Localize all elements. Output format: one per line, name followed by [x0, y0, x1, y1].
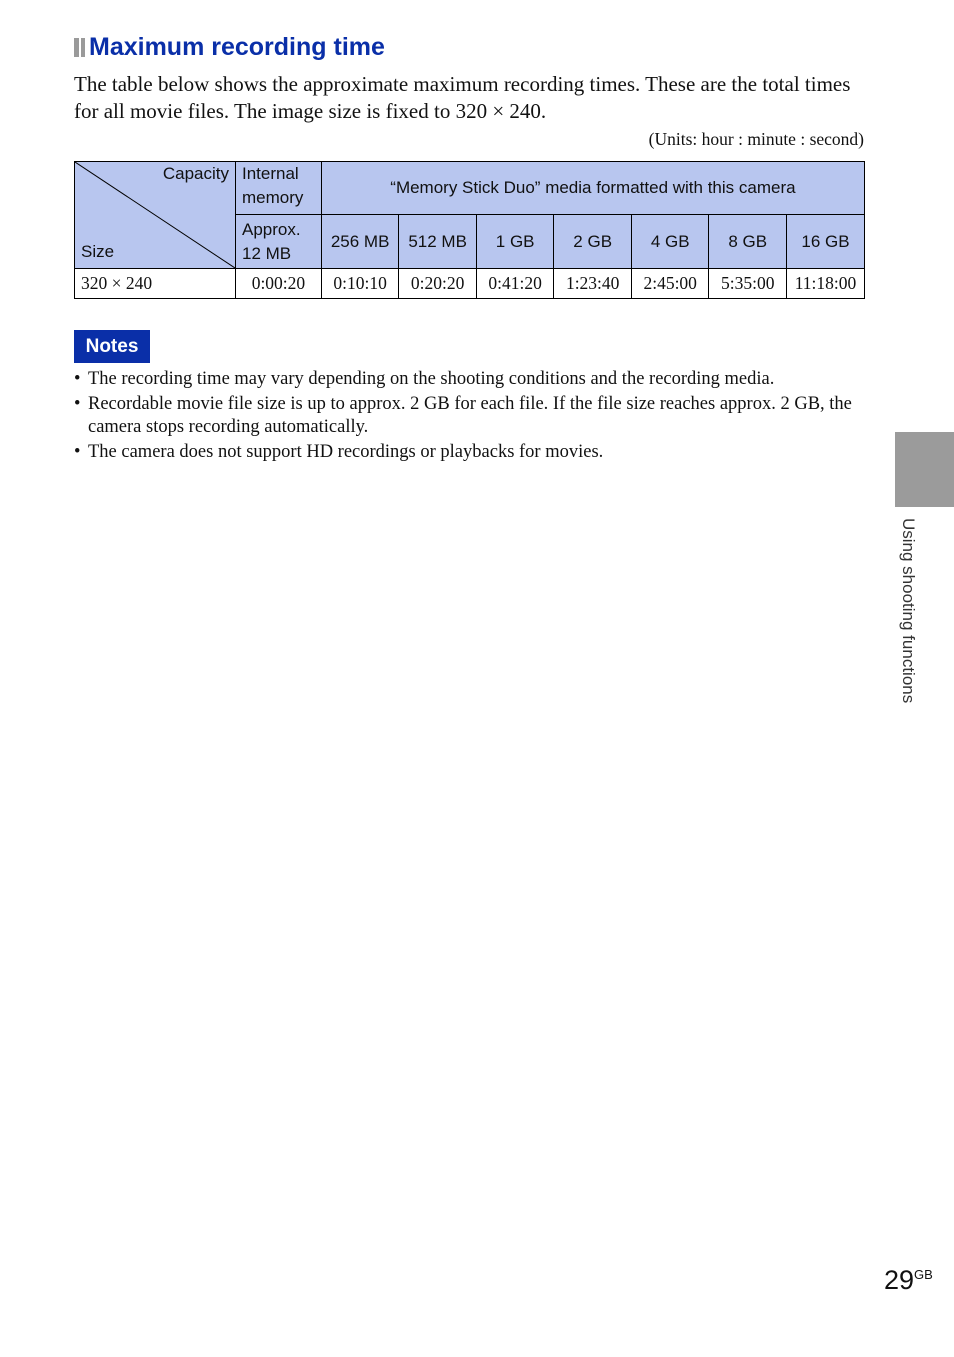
- internal-size-header: Approx. 12 MB: [236, 215, 322, 269]
- capacity-header: 16 GB: [786, 215, 864, 269]
- media-header: “Memory Stick Duo” media formatted with this camera: [321, 162, 864, 215]
- table-cell: 1:23:40: [554, 269, 632, 299]
- table-cell: 11:18:00: [786, 269, 864, 299]
- table-cell: 0:41:20: [476, 269, 554, 299]
- section-heading: [74, 33, 385, 62]
- page-number-value: 29: [884, 1265, 915, 1295]
- capacity-header: 8 GB: [709, 215, 787, 269]
- side-tab: [895, 432, 954, 507]
- list-item: • The camera does not support HD recordings or playbacks for movies.: [74, 441, 874, 464]
- recording-time-table: [74, 161, 865, 299]
- notes-badge: Notes: [74, 330, 150, 363]
- notes-list: [74, 368, 874, 466]
- table-cell: 5:35:00: [709, 269, 787, 299]
- internal-memory-header: Internal memory: [236, 162, 322, 215]
- capacity-header: 512 MB: [399, 215, 477, 269]
- table-cell: 2:45:00: [631, 269, 709, 299]
- heading-text: Maximum recording time: [89, 33, 385, 61]
- table-cell: 0:00:20: [236, 269, 322, 299]
- list-item: • Recordable movie file size is up to approx. 2 GB for each file. If the file size reaches approx. 2 GB, the camera stops recording automatically.: [74, 393, 874, 439]
- table-cell: 0:10:10: [321, 269, 399, 299]
- corner-cell: [75, 162, 236, 269]
- heading-marker-icon: [74, 38, 85, 57]
- corner-capacity-label: Capacity: [162, 164, 229, 183]
- units-note: (Units: hour : minute : second): [648, 129, 864, 149]
- row-size-label: 320 × 240: [75, 269, 236, 299]
- capacity-header: 256 MB: [321, 215, 399, 269]
- list-item: • The recording time may vary depending on the shooting conditions and the recording media.: [74, 368, 874, 391]
- page-number: [884, 1265, 933, 1296]
- table-row: [75, 269, 865, 299]
- capacity-header: 2 GB: [554, 215, 632, 269]
- capacity-header: 1 GB: [476, 215, 554, 269]
- side-section-label: Using shooting functions: [899, 518, 918, 704]
- capacity-header: 4 GB: [631, 215, 709, 269]
- corner-size-label: Size: [81, 242, 115, 261]
- table-cell: 0:20:20: [399, 269, 477, 299]
- intro-paragraph: The table below shows the approximate maximum recording times. These are the total times for all movie files. The image size is fixed to 320 × 240.: [74, 72, 851, 123]
- page-number-suffix: GB: [914, 1267, 933, 1282]
